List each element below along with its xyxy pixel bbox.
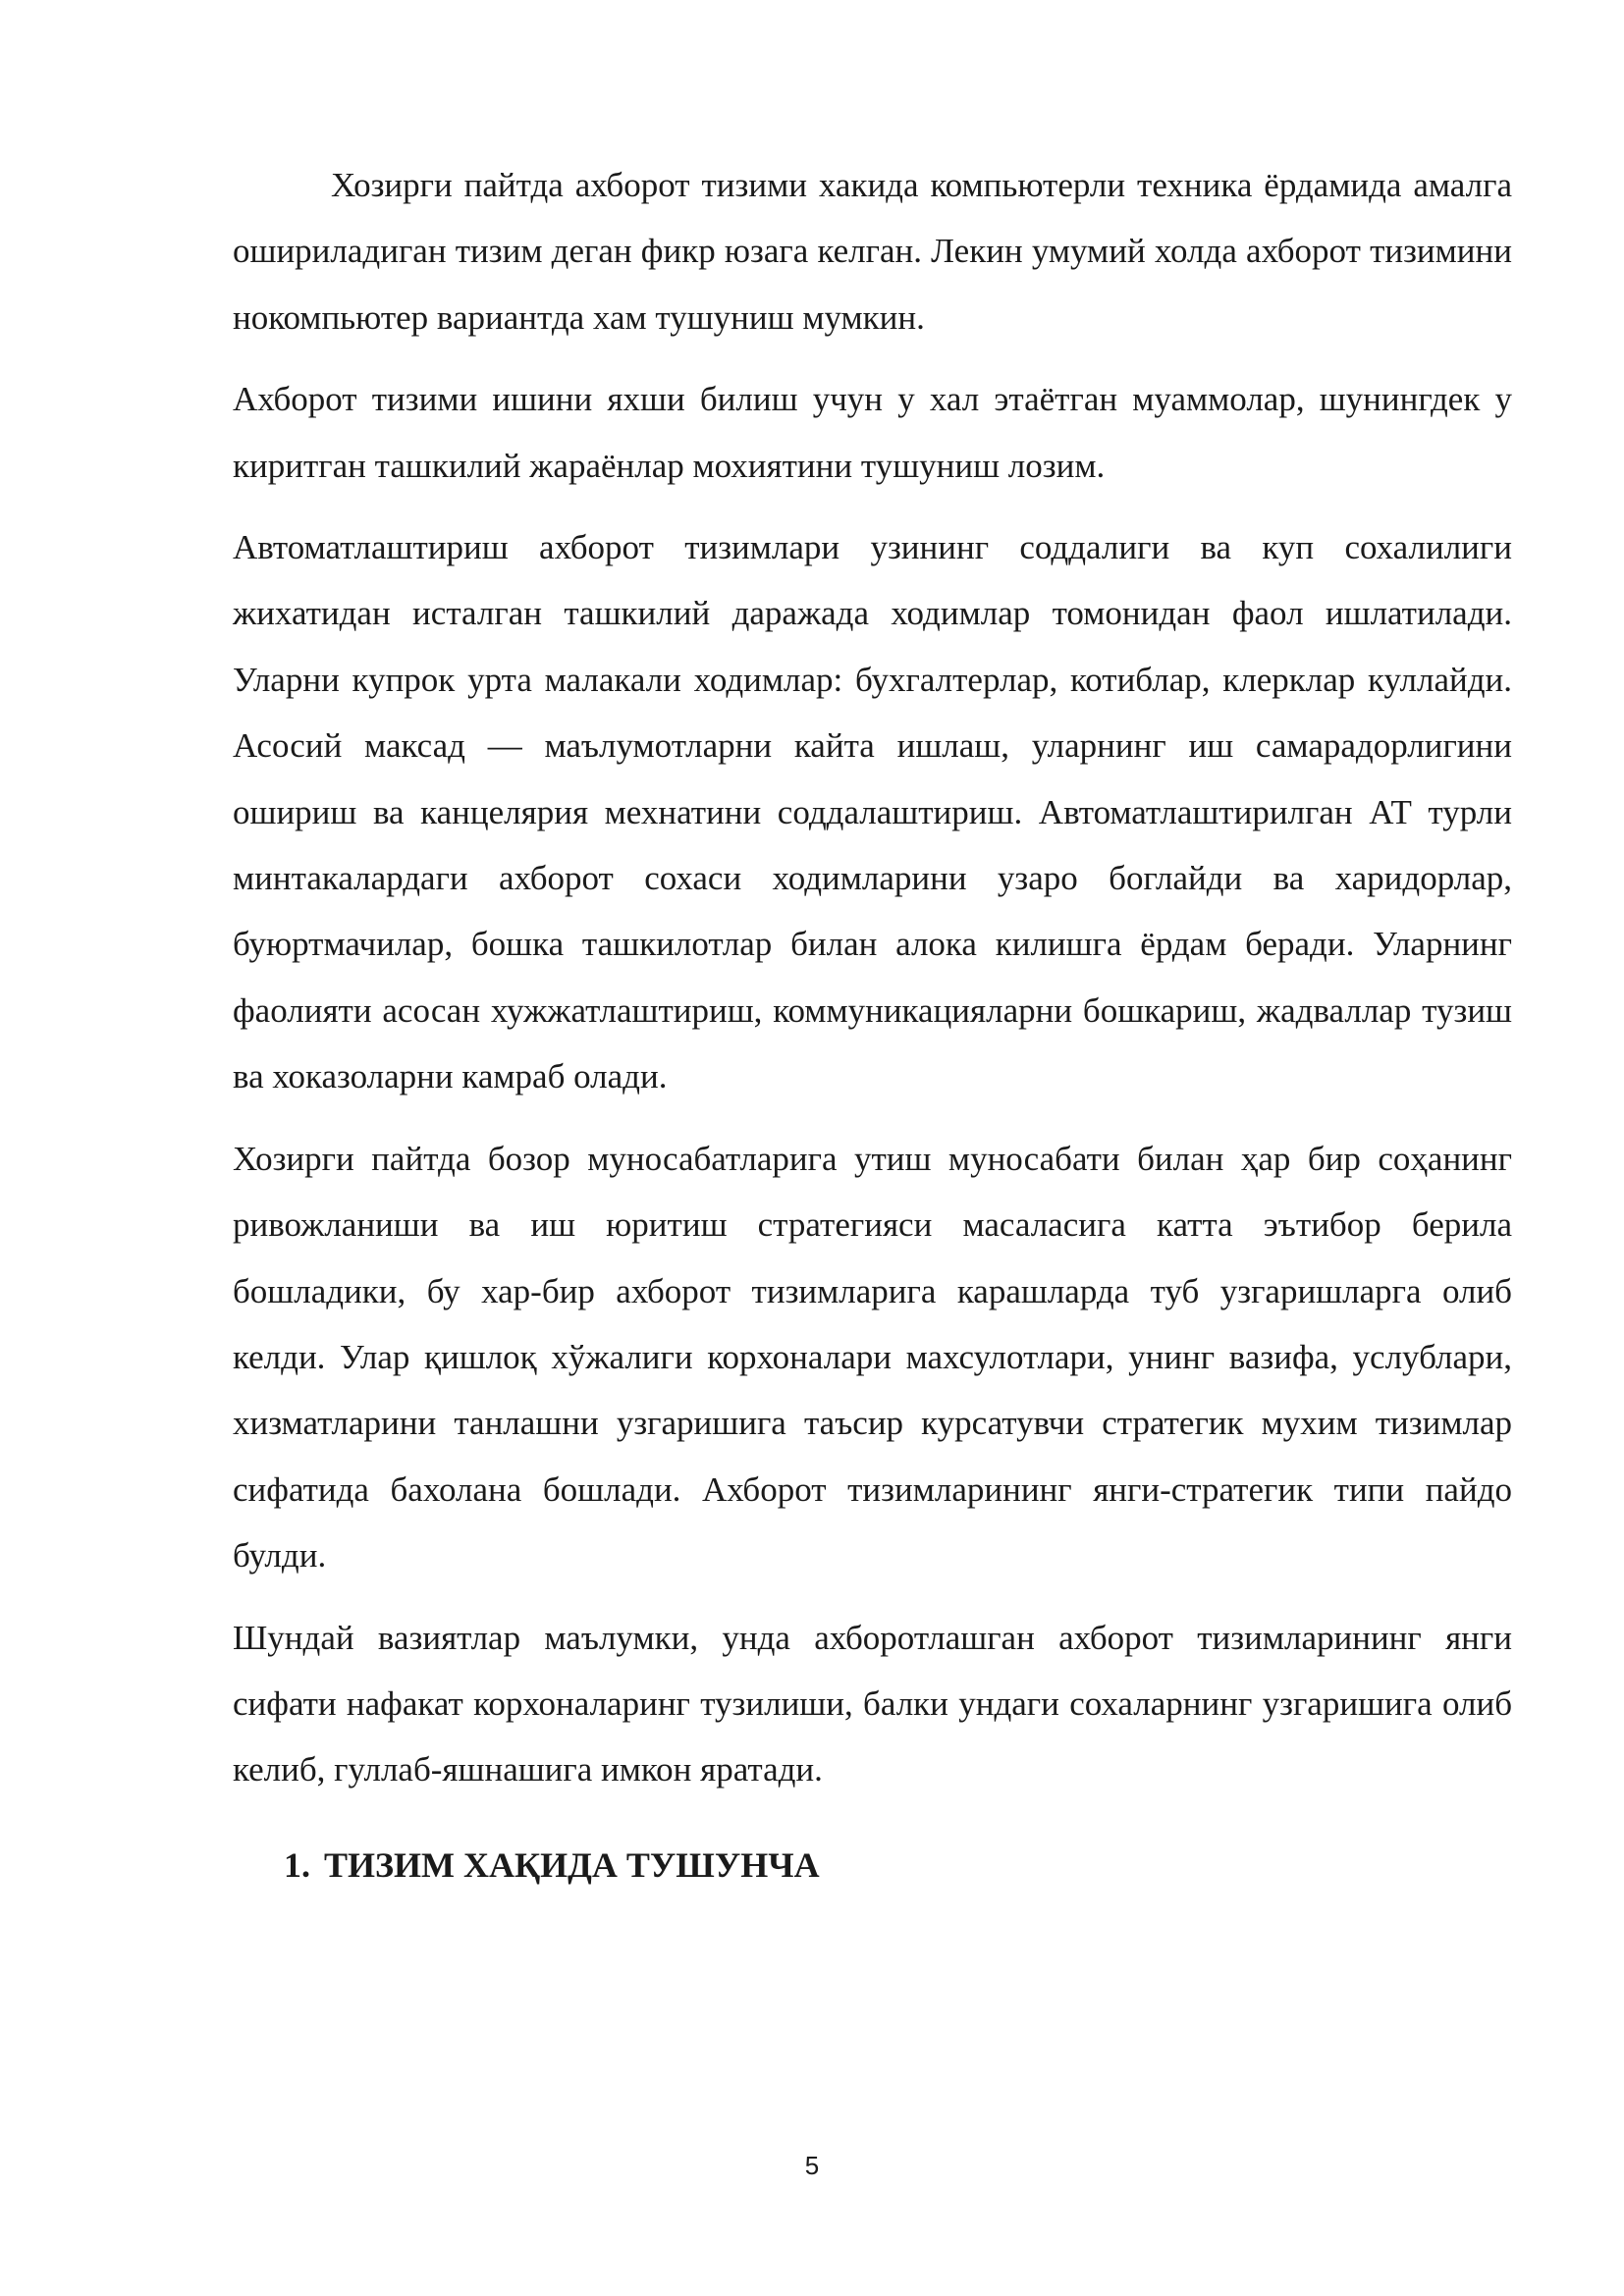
paragraph-2: Ахборот тизими ишини яхши билиш учун у хал этаётган муаммолар, шунингдек у киритган ташкилий жараёнлар мохиятини тушуниш лозим. xyxy=(233,380,1512,485)
page-number: 5 xyxy=(804,2151,820,2180)
section-title: ТИЗИМ ХАҚИДА ТУШУНЧА xyxy=(324,1844,820,1885)
paragraph-1: Хозирги пайтда ахборот тизими хакида компьютерли техника ёрдамида амалга ошириладиган тизим деган фикр юзага келган. Лекин умумий холда ахборот тизимини нокомпьютер вариантда хам тушуниш мумкин. xyxy=(233,166,1512,337)
paragraph-3: Автоматлаштириш ахборот тизимлари узининг соддалиги ва куп сохалилиги жихатидан исталган ташкилий даражада ходимлар томонидан фаол ишлатилади. Уларни купрок урта малакали ходимлар: бухгалтерлар, котиблар, клерклар куллайди. Асосий максад — маълумотларни кайта ишлаш, уларнинг иш самарадорлигини ошириш ва канцелярия мехнатини соддалаштириш. Автоматлаштирилган АТ турли минтакалардаги ахборот сохаси ходимларини узаро боглайди ва харидорлар, буюртмачилар, бошка ташкилотлар билан алока килишга ёрдам беради. Уларнинг фаолияти асосан хужжатлаштириш, коммуникацияларни бошкариш, жадваллар тузиш ва хоказоларни камраб олади. xyxy=(233,528,1512,1096)
document-page xyxy=(233,152,1512,1898)
section-number: 1. xyxy=(284,1844,310,1885)
section-heading xyxy=(284,1833,1512,1898)
paragraph-5: Шундай вазиятлар маълумки, унда ахборотлашган ахборот тизимларининг янги сифати нафакат корхоналаринг тузилиши, балки ундаги сохаларнинг узгаришига олиб келиб, гуллаб-яшнашига имкон яратади. xyxy=(233,1618,1512,1789)
paragraph-4: Хозирги пайтда бозор муносабатларига утиш муносабати билан ҳар бир соҳанинг ривожланиши ва иш юритиш стратегияси масаласига катта эътибор берила бошладики, бу хар-бир ахборот тизимларига карашларда туб узгаришларга олиб келди. Улар қишлоқ хўжалиги корхоналари махсулотлари, унинг вазифа, услублари, хизматларини танлашни узгаришига таъсир курсатувчи стратегик мухим тизимлар сифатида бахолана бошлади. Ахборот тизимларининг янги-стратегик типи пайдо булди. xyxy=(233,1139,1512,1575)
